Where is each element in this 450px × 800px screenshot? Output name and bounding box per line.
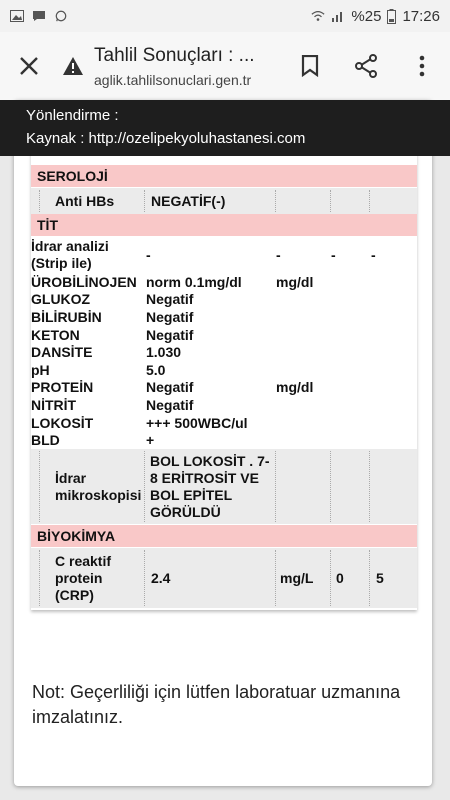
table-row [31, 326, 417, 344]
test-result: 5.0 [146, 361, 166, 378]
close-tab-button[interactable] [0, 32, 58, 100]
test-result: Negatif [146, 291, 194, 308]
test-result: 1.030 [146, 344, 182, 361]
more-options-button[interactable] [394, 32, 450, 100]
section-title: SEROLOJİ [37, 168, 108, 184]
test-name: DANSİTE [31, 344, 93, 361]
page-title-area[interactable] [88, 45, 282, 88]
table-row [31, 291, 417, 309]
test-unit: mg/L [280, 570, 314, 586]
test-result: NEGATİF(-) [151, 193, 226, 209]
table-row [31, 273, 417, 291]
results-table [31, 148, 417, 610]
test-result: 2.4 [151, 570, 171, 586]
bookmark-button[interactable] [282, 32, 338, 100]
message-notification-icon [32, 10, 46, 22]
table-row [31, 343, 417, 361]
test-name: Anti HBs [55, 193, 115, 209]
web-page [14, 100, 432, 786]
table-row [31, 431, 417, 449]
close-icon [19, 56, 39, 76]
wifi-icon [311, 10, 325, 22]
bookmark-icon [301, 55, 319, 77]
table-row [31, 308, 417, 326]
table-row [31, 414, 417, 432]
test-name: GLUKOZ [31, 291, 91, 308]
redirect-source: Kaynak : http://ozelipekyoluhastanesi.com [26, 130, 306, 147]
security-warning-button[interactable] [58, 56, 88, 76]
more-vertical-icon [419, 55, 425, 77]
test-unit: mg/dl [276, 273, 314, 290]
test-name: BLD [31, 432, 60, 449]
section-tit [31, 214, 417, 236]
table-row [31, 237, 417, 273]
test-result: +++ 500WBC/ul [146, 414, 248, 431]
signal-icon [331, 10, 345, 22]
test-result: Negatif [146, 308, 194, 325]
table-row [31, 361, 417, 379]
share-icon [354, 54, 378, 78]
test-name: LOKOSİT [31, 414, 94, 431]
section-title: BİYOKİMYA [37, 528, 116, 544]
redirect-banner[interactable] [0, 100, 450, 156]
test-name: İdrar analizi (Strip ile) [31, 238, 109, 271]
test-result: BOL LOKOSİT . 7-8 ERİTROSİT VE BOL EPİTEL GÖRÜLDÜ [150, 452, 270, 520]
test-name: KETON [31, 326, 80, 343]
status-bar [0, 0, 450, 32]
test-name: İdrar mikroskopisi [55, 469, 142, 503]
test-result: norm 0.1mg/dl [146, 273, 242, 290]
test-name: NİTRİT [31, 396, 77, 413]
section-seroloji [31, 165, 417, 187]
table-row [31, 548, 417, 608]
test-result: + [146, 432, 155, 449]
test-result: Negatif [146, 326, 194, 343]
lab-note: Not: Geçerliliği için lütfen laboratuar uzmanına imzalatınız. [32, 682, 401, 727]
page-url: aglik.tahlilsonuclari.gen.tr [94, 71, 252, 88]
gallery-notification-icon [10, 10, 24, 22]
table-row [31, 379, 417, 397]
browser-toolbar [0, 32, 450, 100]
table-row [31, 188, 417, 214]
test-name: pH [31, 361, 50, 378]
table-row [31, 396, 417, 414]
section-title: TİT [37, 217, 58, 233]
test-min: 0 [336, 570, 344, 586]
test-unit: mg/dl [276, 379, 314, 396]
test-unit: - [276, 247, 281, 263]
test-name: BİLİRUBİN [31, 308, 102, 325]
share-button[interactable] [338, 32, 394, 100]
test-max: 5 [376, 570, 384, 586]
test-name: C reaktif protein (CRP) [55, 552, 112, 603]
battery-icon [387, 9, 396, 24]
battery-percent: %25 [351, 7, 382, 25]
warning-icon [62, 56, 84, 76]
test-name: PROTEİN [31, 379, 94, 396]
table-row [31, 449, 417, 524]
clock: 17:26 [402, 7, 440, 25]
test-min: - [331, 247, 336, 263]
test-result: Negatif [146, 396, 194, 413]
page-title: Tahlil Sonuçları : ... [94, 44, 255, 66]
test-result: - [146, 247, 151, 263]
section-biyokimya [31, 525, 417, 547]
test-max: - [371, 247, 376, 263]
redirect-label: Yönlendirme : [26, 107, 119, 124]
whatsapp-notification-icon [54, 10, 68, 22]
test-result: Negatif [146, 379, 194, 396]
test-name: ÜROBİLİNOJEN [31, 273, 137, 290]
